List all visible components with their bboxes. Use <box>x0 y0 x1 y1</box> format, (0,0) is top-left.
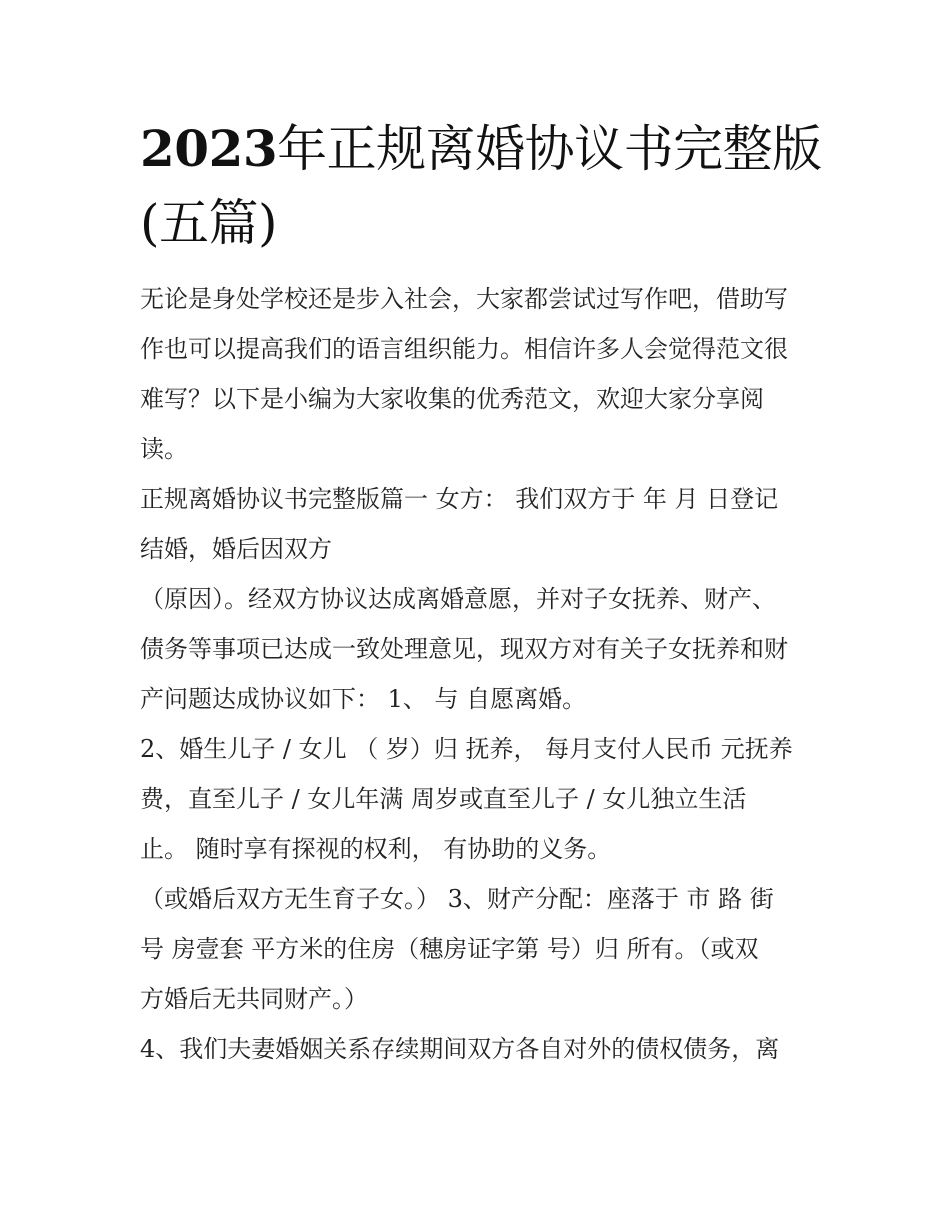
body-line: 费，直至儿子 / 女儿年满 周岁或直至儿子 / 女儿独立生活 <box>140 785 747 813</box>
body-line: 结婚，婚后因双方 <box>140 535 332 563</box>
body-line: 无论是身处学校还是步入社会，大家都尝试过写作吧，借助写 <box>140 285 788 313</box>
body-line: 2、婚生儿子 / 女儿 （ 岁）归 抚养， 每月支付人民币 元抚养 <box>140 735 793 763</box>
body-line: 4、我们夫妻婚姻关系存续期间双方各自对外的债权债务，离 <box>140 1035 780 1063</box>
document-title <box>140 112 830 260</box>
body-line: 号 房壹套 平方米的住房（穗房证字第 号）归 所有。（或双 <box>140 935 759 963</box>
body-line: 正规离婚协议书完整版篇一 女方： 我们双方于 年 月 日登记 <box>140 485 779 513</box>
body-line: 读。 <box>140 435 188 463</box>
title-subtitle: (五篇) <box>140 194 278 252</box>
body-line: 产问题达成协议如下： 1、 与 自愿离婚。 <box>140 685 587 713</box>
body-line: 止。 随时享有探视的权利， 有协助的义务。 <box>140 835 612 863</box>
body-line: （原因）。经双方协议达成离婚意愿，并对子女抚养、财产、 <box>140 585 776 613</box>
body-line: （或婚后双方无生育子女。） 3、财产分配：座落于 市 路 街 <box>140 885 774 913</box>
document-body <box>140 274 820 1074</box>
body-line: 方婚后无共同财产。） <box>140 985 368 1013</box>
body-line: 债务等事项已达成一致处理意见，现双方对有关子女抚养和财 <box>140 635 788 663</box>
body-line: 作也可以提高我们的语言组织能力。相信许多人会觉得范文很 <box>140 335 788 363</box>
body-line: 难写？以下是小编为大家收集的优秀范文，欢迎大家分享阅 <box>140 385 764 413</box>
title-year: 2023 <box>140 119 278 178</box>
title-text: 年正规离婚协议书完整版 <box>277 120 822 178</box>
